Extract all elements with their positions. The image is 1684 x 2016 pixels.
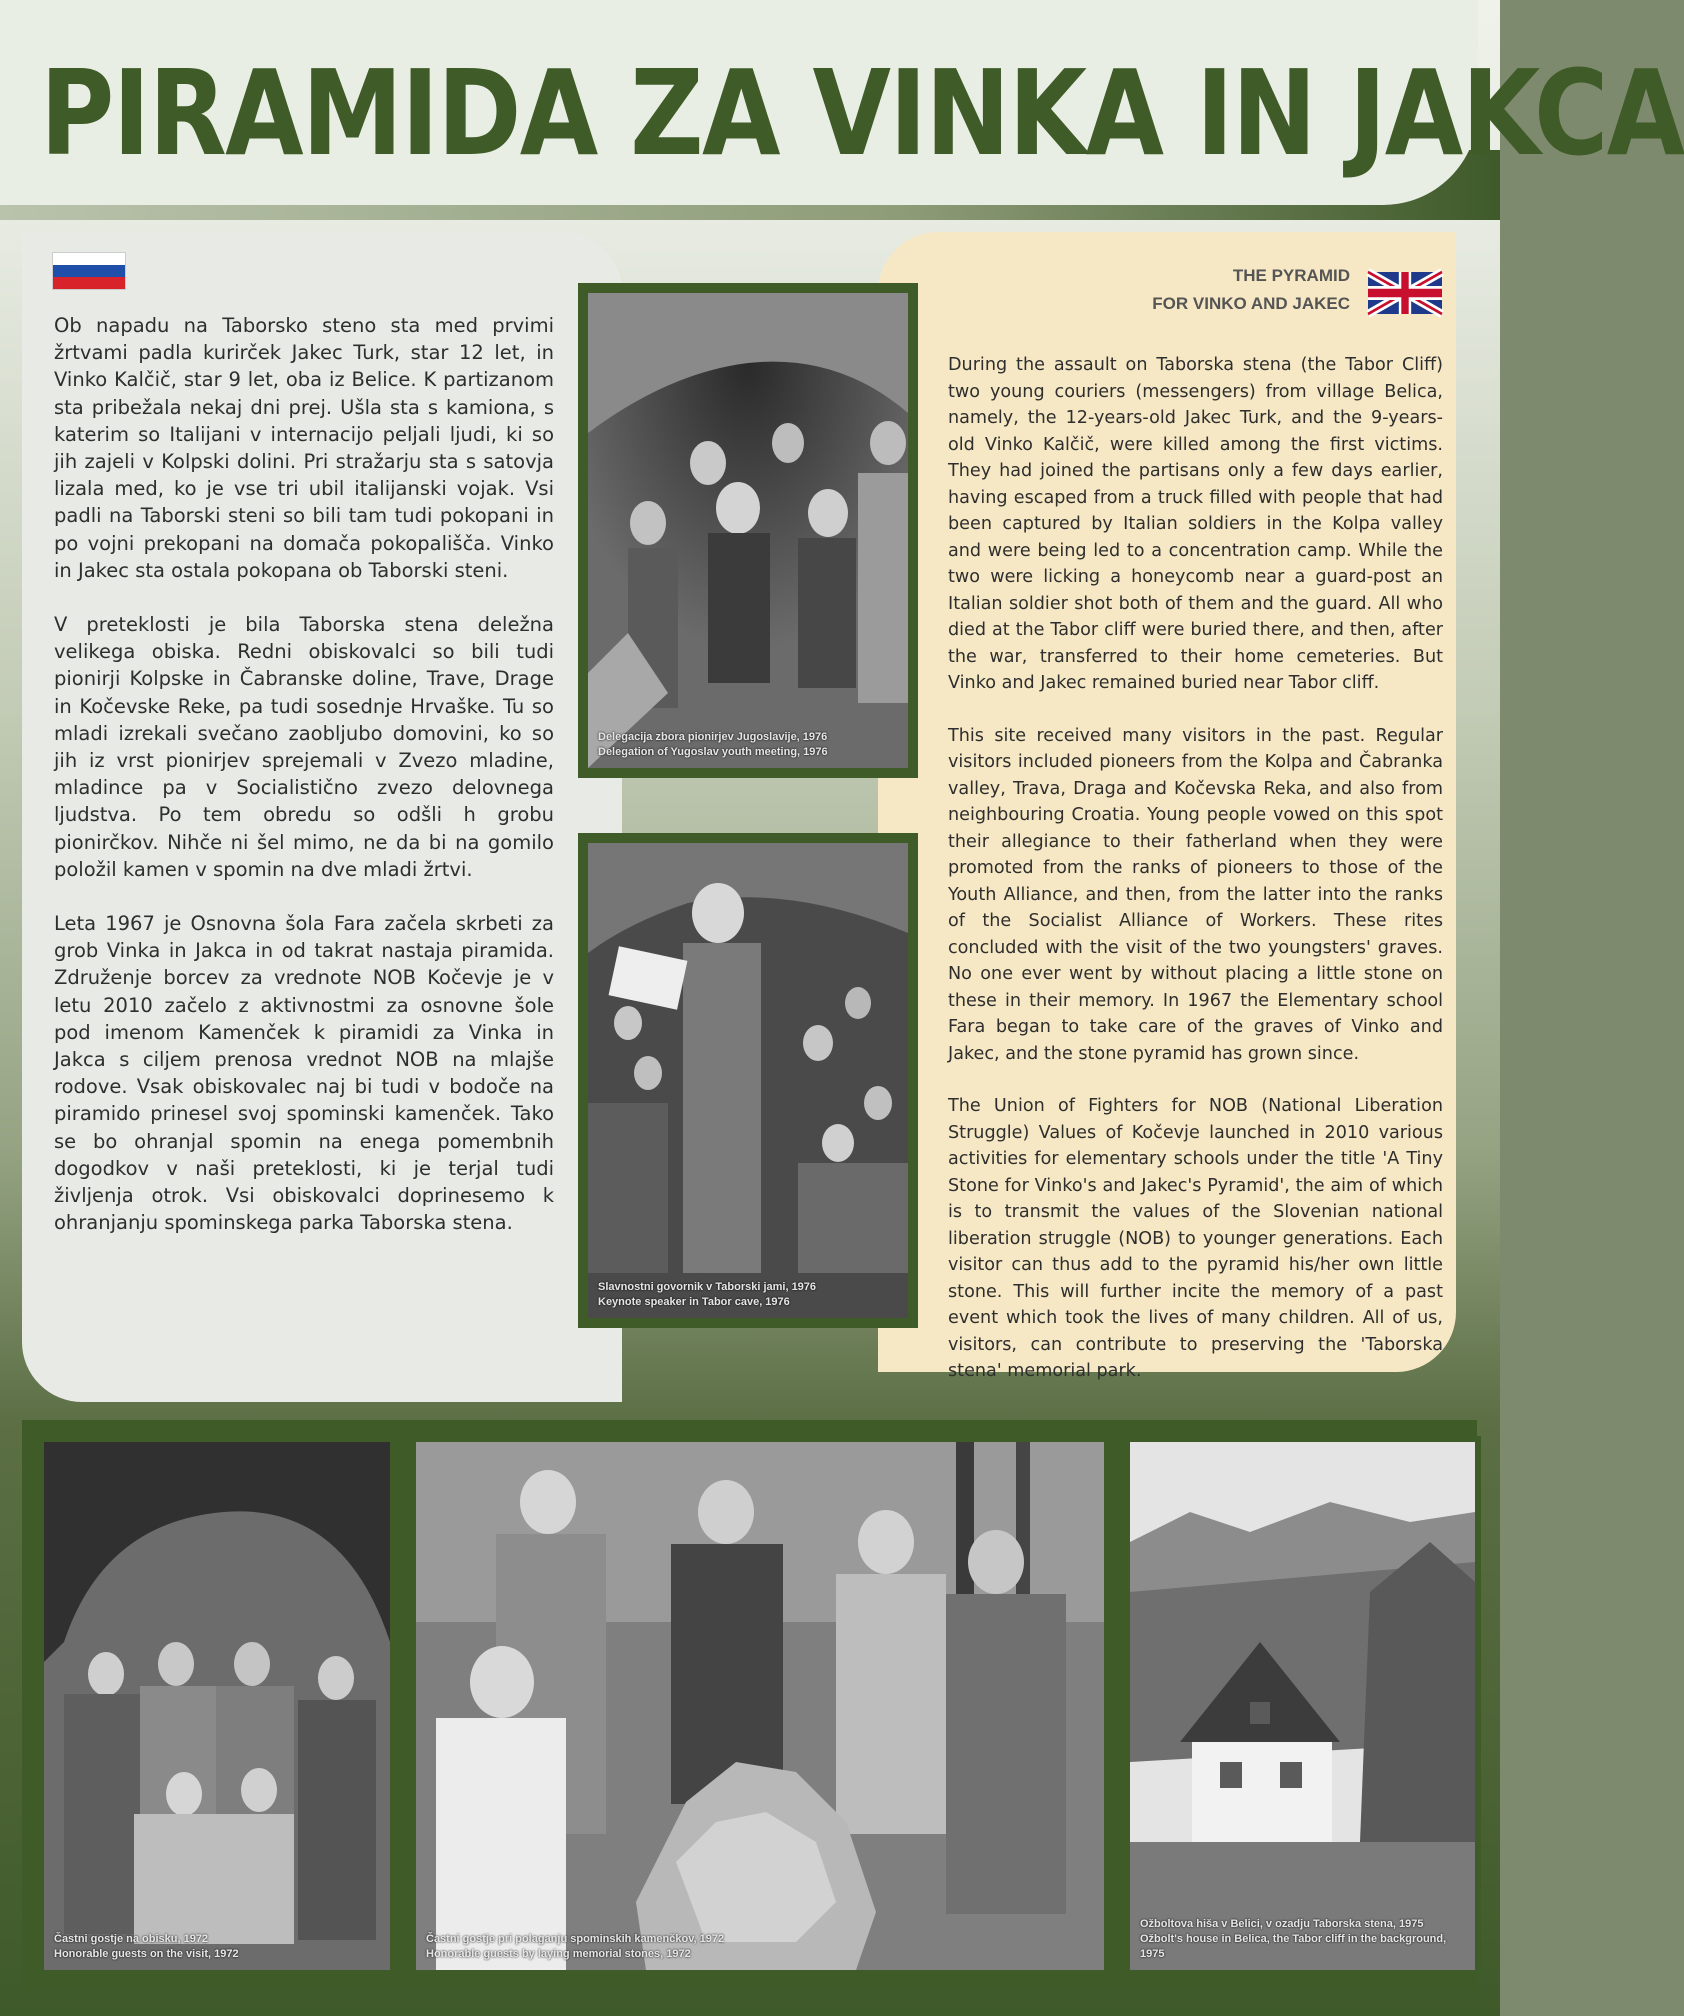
speaker-image — [588, 843, 908, 1318]
caption-english: Delegation of Yugoslav youth meeting, 1976 — [598, 746, 828, 758]
caption-english: Honorable guests by laying memorial stones, 1972 — [426, 1948, 691, 1960]
photo-youth-image — [588, 293, 908, 768]
photo-house-image — [1130, 1442, 1475, 1970]
slovenian-paragraph: Ob napadu na Taborsko steno sta med prvimi žrtvami padla kurirček Jakec Turk, star 12 let, in Vinko Kalčič, star 9 let, oba iz Belice. K partizanom sta pribežala nekaj dni prej. Ušla sta s kamiona, s katerim so Italijani v internacijo peljali ljudi, ki so jih zajeli v Kolpski dolini. Pri stražarju sta s satovja lizala med, ko je vse tri ubil italijanski vojak. Vsi padli na Taborski steni so bili tam tudi pokopani in po vojni prekopani na domača pokopališča. Vinko in Jakec sta ostala pokopana ob Taborski steni. — [54, 314, 554, 582]
slovenian-paragraph: Leta 1967 je Osnovna šola Fara začela skrbeti za grob Vinka in Jakca in od takrat nastaja piramida. Združenje borcev za vrednote NOB Kočevje je v letu 2010 začelo z aktivnostmi za osnovne šole pod imenom Kamenček k piramidi za Vinka in Jakca s ciljem prenosa vrednot NOB na mlajše rodove. Vsak obiskovalec naj bi tudi v bodoče na piramido prinesel svoj spominski kamenček. Tako se bo ohranjal spomin na enega pomembnih dogodkov v naši preteklosti, ki je terjal tudi življenja otrok. Vsi obiskovalci doprinesemo k ohranjanju spominskega parka Taborska stena. — [54, 912, 554, 1235]
caption-english: Ožbolt's house in Belica, the Tabor cliff in the background, 1975 — [1140, 1933, 1447, 1960]
english-heading — [1040, 262, 1350, 318]
flag-uk-icon — [1368, 272, 1442, 314]
photo-stones-image — [416, 1442, 1104, 1970]
photo-speaker-image — [588, 843, 908, 1318]
slovenian-paragraph: V preteklosti je bila Taborska stena deležna velikega obiska. Redni obiskovalci so bili tudi pionirji Kolpske in Čabranske doline, Trave, Drage in Kočevske Reke, pa tudi sosednje Hrvaške. Tu so mladi izrekali svečano zaobljubo domovini, ko so jih iz vrst pionirjev sprejemali v Zvezo mladine, mladince pa v Socialistično zvezo delovnega ljudstva. Po tem obredu so odšli h grobu pionirčkov. Nihče ni šel mimo, ne da bi na gomilo položil kamen v spomin na dve mladi žrtvi. — [54, 613, 554, 881]
caption-english: Honorable guests on the visit, 1972 — [54, 1948, 239, 1960]
poster-title: PIRAMIDA ZA VINKA IN JAKCA — [40, 44, 1684, 182]
house-image — [1130, 1442, 1475, 1970]
english-heading-line: FOR VINKO AND JAKEC — [1152, 294, 1350, 313]
photo-house-belica — [1124, 1436, 1481, 1976]
caption-english: Keynote speaker in Tabor cave, 1976 — [598, 1296, 790, 1308]
photo-stones-caption — [426, 1932, 1098, 1962]
caption-slovenian: Častni gostje pri polaganju spominskih kamenčkov, 1972 — [426, 1933, 725, 1945]
photo-speaker-caption — [598, 1280, 902, 1310]
photo-youth-delegation — [578, 283, 918, 778]
caption-slovenian: Častni gostje na obisku, 1972 — [54, 1933, 209, 1945]
flag-slovenia-icon — [52, 252, 126, 290]
slovenian-text — [54, 312, 554, 1264]
english-text — [948, 352, 1443, 1411]
stones-image — [416, 1442, 1104, 1970]
english-paragraph: The Union of Fighters for NOB (National Liberation Struggle) Values of Kočevje launched in 2010 various activities for elementary schools under the title 'A Tiny Stone for Vinko's and Jakec's Pyramid', the aim of which is to transmit the values of the Slovenian national liberation struggle (NOB) to younger generations. Each visitor can thus add to the pyramid his/her own little stone. This will further incite the memory of a past event which took the lives of many children. All of us, visitors, can contribute to preserving the 'Taborska stena' memorial park. — [948, 1096, 1443, 1381]
caption-slovenian: Delegacija zbora pionirjev Jugoslavije, 1976 — [598, 731, 828, 743]
english-paragraph: This site received many visitors in the past. Regular visitors included pioneers from the Kolpa and Čabranka valley, Trava, Draga and Kočevska Reka, and also from neighbouring Croatia. Young people vowed on this spot their allegiance to their fatherland when they were promoted from the ranks of pioneers to those of the Youth Alliance, and then, from the latter into the ranks of the Socialist Alliance of Workers. These rites concluded with the visit of the two youngsters' graves. No one ever went by without placing a little stone on these in their memory. In 1967 the Elementary school Fara began to take care of the graves of Vinko and Jakec, and the stone pyramid has grown since. — [948, 725, 1443, 1064]
english-paragraph: During the assault on Taborska stena (the Tabor Cliff) two young couriers (messengers) from village Belica, namely, the 12-years-old Jakec Turk, and the 9-years-old Vinko Kalčič, were killed among the first victims. They had joined the partisans only a few days earlier, having escaped from a truck filled with people that had been captured by Italian soldiers in the Kolpa valley and were being led to a concentration camp. While the two were licking a honeycomb near a guard-post an Italian soldier shot both of them and the guard. All who died at the Tabor cliff were buried there, and then, after the war, transferred to their home cemeteries. But Vinko and Jakec remained buried near Tabor cliff. — [948, 355, 1443, 693]
photo-honorable-guests — [38, 1436, 396, 1976]
photo-guests-image — [44, 1442, 390, 1970]
photo-guests-caption — [54, 1932, 384, 1962]
photo-laying-stones — [410, 1436, 1110, 1976]
photo-house-caption — [1140, 1917, 1469, 1962]
caption-slovenian: Ožboltova hiša v Belici, v ozadju Taborska stena, 1975 — [1140, 1918, 1424, 1930]
youth-crowd-image — [588, 293, 908, 768]
caption-slovenian: Slavnostni govornik v Taborski jami, 1976 — [598, 1281, 817, 1293]
photo-keynote-speaker — [578, 833, 918, 1328]
photo-youth-caption — [598, 730, 902, 760]
guests-image — [44, 1442, 390, 1970]
english-heading-line: THE PYRAMID — [1232, 266, 1350, 285]
